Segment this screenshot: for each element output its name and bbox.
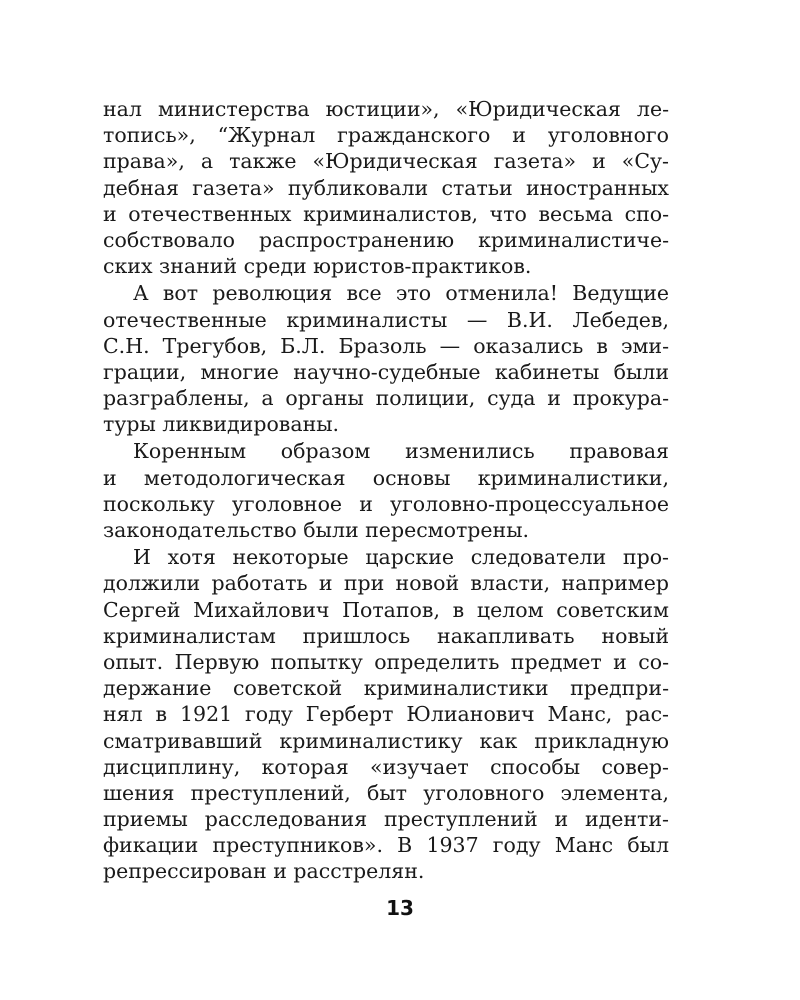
text-line: шения преступлений, быт уголовного элемента, [103, 780, 669, 805]
text-line: нал министерства юстиции», «Юридическая ле- [103, 97, 669, 121]
body-text [103, 96, 669, 886]
text-line: грации, многие научно-судебные кабинеты были [103, 359, 669, 384]
page-number: 13 [386, 896, 414, 920]
text-line: опыт. Первую попытку определить предмет и со- [103, 649, 669, 674]
text-line: туры ликвидированы. [103, 412, 340, 437]
text-line: И хотя некоторые царские следователи про- [133, 545, 669, 570]
text-line: дебная газета» публиковали статьи иностранных [103, 175, 669, 200]
text-line: собствовало распространению криминалистиче- [103, 227, 669, 252]
text-line: законодательство были пересмотрены. [103, 518, 530, 542]
text-line: дисциплину, которая «изучает способы совер- [103, 754, 669, 779]
text-line: приемы расследования преступлений и иденти- [103, 807, 669, 832]
text-line: разграблены, а органы полиции, суда и прокура- [103, 386, 669, 411]
text-line: и отечественных криминалистов, что весьма спо- [103, 201, 669, 226]
paragraph-2 [103, 280, 669, 437]
text-line: топись», “Журнал гражданского и уголовного [103, 123, 669, 148]
text-line: отечественные криминалисты — В.И. Лебедев, [103, 307, 669, 332]
paragraph-4 [103, 544, 669, 884]
text-line: А вот революция все это отменила! Ведущие [133, 281, 669, 306]
text-line: должили работать и при новой власти, например [103, 571, 669, 596]
text-line: криминалистам пришлось накапливать новый [103, 623, 669, 648]
text-line: поскольку уголовное и уголовно-процессуальное [103, 491, 669, 516]
text-line: Коренным образом изменились правовая [133, 439, 669, 464]
paragraph-1 [103, 96, 669, 279]
text-line: нял в 1921 году Герберт Юлианович Манс, рас- [103, 702, 669, 727]
paragraph-3 [103, 438, 669, 543]
text-line: Сергей Михайлович Потапов, в целом советским [103, 597, 669, 622]
text-line: сматривавший криминалистику как прикладную [103, 728, 669, 753]
text-line: фикации преступников». В 1937 году Манс был [103, 833, 669, 858]
text-line: ских знаний среди юристов-практиков. [103, 254, 532, 279]
text-line: репрессирован и расстрелян. [103, 859, 425, 884]
text-line: права», а также «Юридическая газета» и «Су- [103, 149, 669, 174]
text-line: С.Н. Трегубов, Б.Л. Бразоль — оказались в эми- [103, 333, 669, 358]
text-line: держание советской криминалистики предпри- [103, 676, 669, 701]
text-line: и методологическая основы криминалистики, [103, 465, 669, 490]
